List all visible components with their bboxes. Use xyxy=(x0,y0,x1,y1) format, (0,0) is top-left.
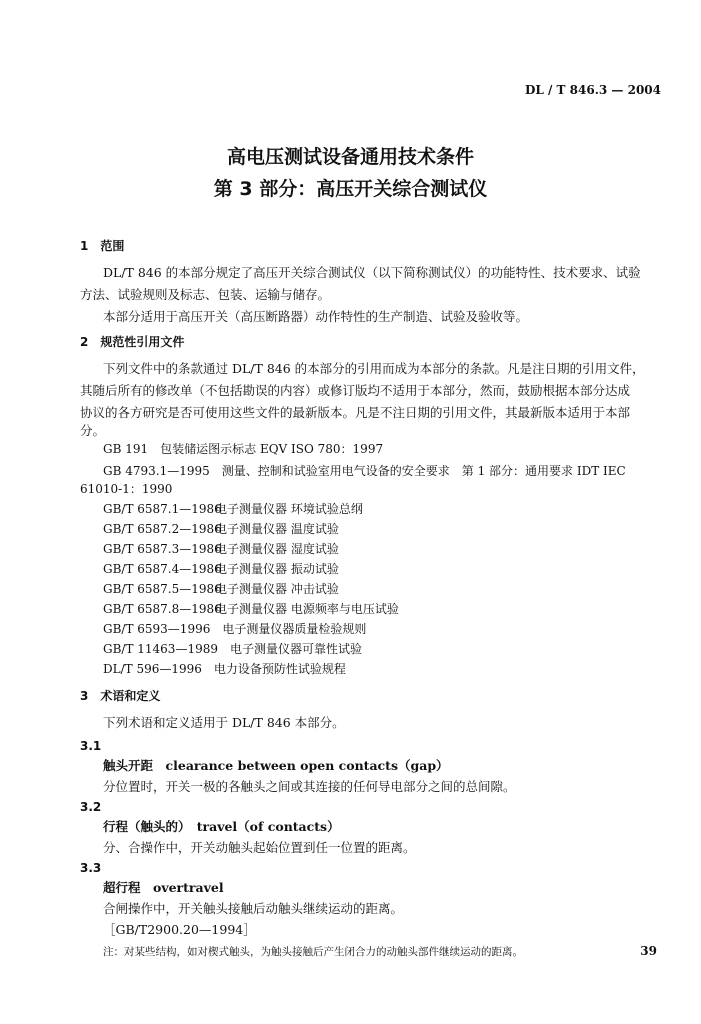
term-name: 触头开距 clearance between open contacts（gap） xyxy=(103,758,449,773)
page-number: 39 xyxy=(640,944,657,958)
term-number: 3.1 xyxy=(80,739,102,753)
reference-code: GB/T 6587.1—1986 xyxy=(103,502,222,516)
reference-item xyxy=(103,501,363,517)
term-note: 注：对某些结构，如对楔式触头，为触头接触后产生闭合力的动触头部件继续运动的距离。 xyxy=(103,946,523,958)
section-1-heading: 1 范围 xyxy=(80,239,125,253)
section-1-paragraph-line: DL/T 846 的本部分规定了高压开关综合测试仪（以下简称测试仪）的功能特性、技术要求、试验 xyxy=(103,265,641,280)
reference-title: 包装储运图示标志 EQV ISO 780：1997 xyxy=(160,442,384,456)
reference-code: GB/T 6587.8—1986 xyxy=(103,602,222,616)
reference-item xyxy=(103,601,399,617)
term-name: 行程（触头的） travel（of contacts） xyxy=(103,819,340,834)
reference-item xyxy=(103,521,339,537)
reference-title: 电子测量仪器 湿度试验 xyxy=(215,542,339,556)
reference-item xyxy=(103,561,339,577)
reference-code: GB/T 6593—1996 xyxy=(103,622,211,636)
reference-title: 电子测量仪器 环境试验总纲 xyxy=(215,502,363,516)
term-definition: 分、合操作中，开关动触头起始位置到任一位置的距离。 xyxy=(103,840,416,855)
term-number: 3.3 xyxy=(80,861,102,875)
reference-code: GB/T 6587.3—1986 xyxy=(103,542,222,556)
reference-code: DL/T 596—1996 xyxy=(103,662,202,676)
section-2-paragraph-line: 其随后所有的修改单（不包括勘误的内容）或修订版均不适用于本部分，然而，鼓励根据本部分达成 xyxy=(80,383,631,398)
reference-title: 电子测量仪器 振动试验 xyxy=(215,562,339,576)
reference-title: 电子测量仪器 冲击试验 xyxy=(215,582,339,596)
reference-title: 电子测量仪器 电源频率与电压试验 xyxy=(215,602,399,616)
section-2-paragraph-line: 分。 xyxy=(80,423,106,438)
section-3-heading: 3 术语和定义 xyxy=(80,689,161,703)
reference-title: 电子测量仪器 温度试验 xyxy=(215,522,339,536)
reference-item xyxy=(103,641,362,657)
term-name: 超行程 overtravel xyxy=(103,880,224,895)
document-title: 高电压测试设备通用技术条件 xyxy=(226,146,474,168)
term-definition: 分位置时，开关一极的各触头之间或其连接的任何导电部分之间的总间隙。 xyxy=(103,779,516,794)
reference-code: GB/T 11463—1989 xyxy=(103,642,218,656)
reference-title: 电子测量仪器可靠性试验 xyxy=(230,642,363,656)
reference-code: GB/T 6587.5—1986 xyxy=(103,582,222,596)
document-subtitle: 第 3 部分：高压开关综合测试仪 xyxy=(213,178,488,200)
reference-title: 测量、控制和试验室用电气设备的安全要求 第 1 部分：通用要求 IDT IEC xyxy=(221,464,626,478)
reference-code: GB 191 xyxy=(103,442,149,456)
section-1-paragraph-2: 本部分适用于高压开关（高压断路器）动作特性的生产制造、试验及验收等。 xyxy=(103,309,529,324)
standard-number-header: DL / T 846.3 — 2004 xyxy=(524,83,661,97)
reference-code: GB 4793.1—1995 xyxy=(103,464,210,478)
reference-title: 电力设备预防性试验规程 xyxy=(213,662,346,676)
section-2-heading: 2 规范性引用文件 xyxy=(80,335,185,349)
reference-item xyxy=(103,463,626,479)
reference-title: 电子测量仪器质量检验规则 xyxy=(222,622,367,636)
reference-item xyxy=(103,441,383,457)
reference-code: GB/T 6587.2—1986 xyxy=(103,522,222,536)
reference-code: GB/T 6587.4—1986 xyxy=(103,562,222,576)
section-2-paragraph-line: 协议的各方研究是否可使用这些文件的最新版本。凡是不注日期的引用文件，其最新版本适用于本部 xyxy=(80,405,631,420)
section-3-intro: 下列术语和定义适用于 DL/T 846 本部分。 xyxy=(103,715,345,730)
term-definition: 合闸操作中，开关触头接触后动触头继续运动的距离。 xyxy=(103,901,404,916)
term-source-reference: ［GB/T2900.20—1994］ xyxy=(103,922,256,937)
section-1-paragraph-line: 方法、试验规则及标志、包装、运输与储存。 xyxy=(80,287,331,302)
term-number: 3.2 xyxy=(80,800,102,814)
reference-item xyxy=(103,541,339,557)
reference-item xyxy=(103,621,366,637)
section-2-paragraph-line: 下列文件中的条款通过 DL/T 846 的本部分的引用而成为本部分的条款。凡是注日期的引用文件， xyxy=(103,361,645,376)
reference-item xyxy=(103,581,339,597)
reference-item-continuation: 61010-1：1990 xyxy=(80,482,173,496)
reference-item xyxy=(103,661,346,677)
